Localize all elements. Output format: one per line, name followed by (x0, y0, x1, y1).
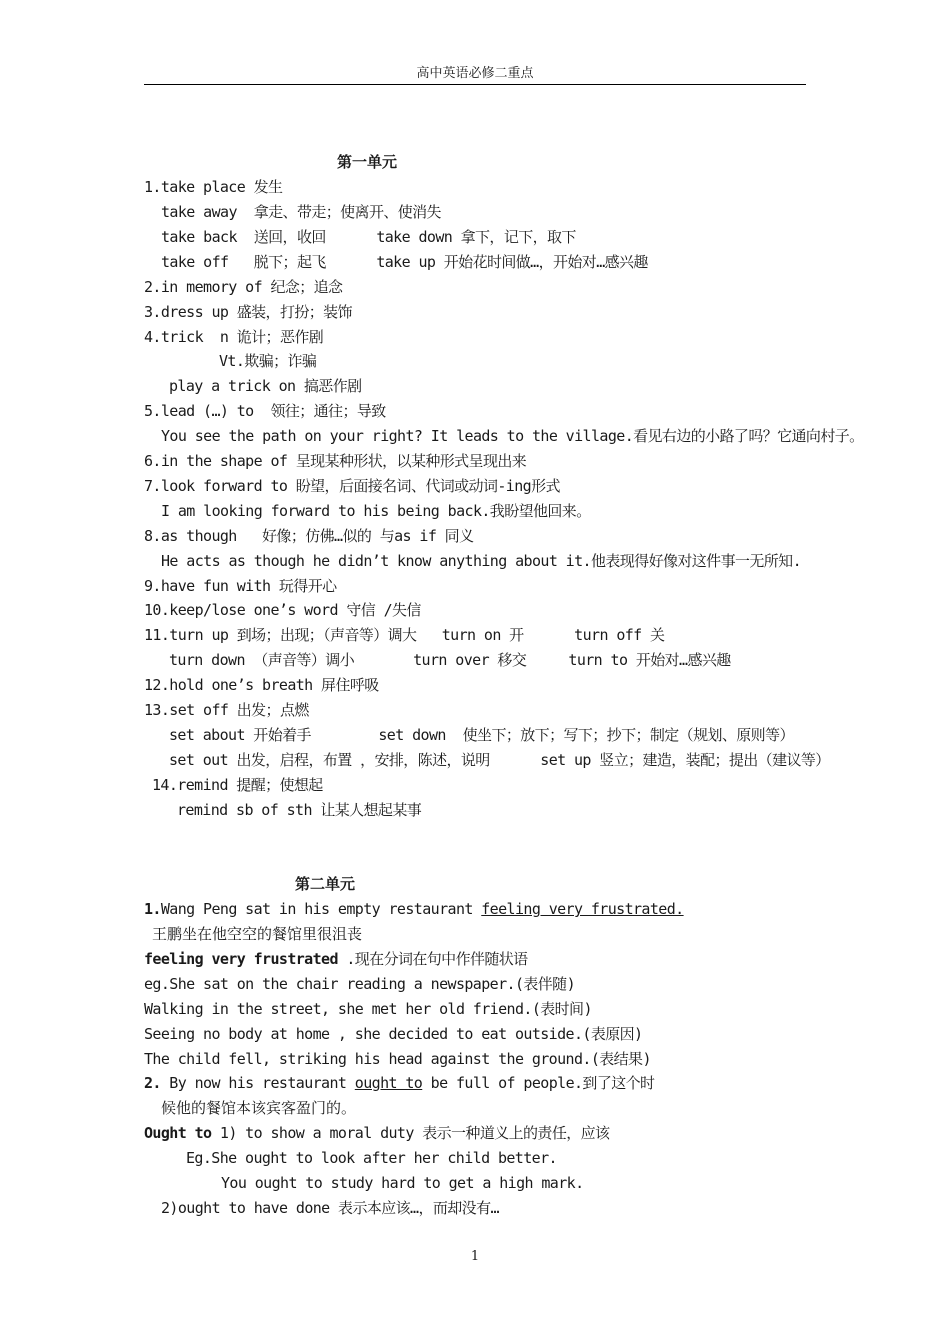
unit2-line-12: You ought to study hard to get a high mark. (221, 1174, 584, 1192)
unit2-line-7: The child fell, striking his head against the ground.(表结果) (144, 1050, 651, 1068)
unit1-line-9: play a trick on 搞恶作剧 (169, 377, 362, 395)
unit1-line-23: set about 开始着手 set down 使坐下；放下；写下；抄下；制定（规划、原则等） (169, 726, 794, 744)
unit1-line-24: set out 出发，启程，布置 ，安排，陈述，说明 set up 竖立；建造，装配；提出（建议等） (169, 751, 830, 769)
unit2-line-6: Seeing no body at home , she decided to eat outside.(表原因) (144, 1025, 643, 1043)
unit1-line-7: 4.trick n 诡计；恶作剧 (144, 328, 324, 346)
unit2-line-5: Walking in the street, she met her old friend.(表时间) (144, 1000, 592, 1018)
unit2-line-1 (144, 900, 684, 918)
unit2-line-11: Eg.She ought to look after her child better. (186, 1149, 557, 1167)
bold-phrase: Ought to (144, 1124, 212, 1142)
item-number: 2. (144, 1074, 161, 1092)
page-number: 1 (470, 1249, 480, 1264)
unit1-line-10: 5.lead (…) to 领往；通往；导致 (144, 402, 386, 420)
unit1-line-17: 9.have fun with 玩得开心 (144, 577, 337, 595)
unit1-line-13: 7.look forward to 盼望，后面接名词、代词或动词-ing形式 (144, 477, 560, 495)
unit2-line-13: 2)ought to have done 表示本应该…，而却没有… (161, 1199, 499, 1217)
unit2-title: 第二单元 (295, 875, 356, 893)
explanation-text: .现在分词在句中作伴随状语 (337, 950, 528, 968)
unit1-line-12: 6.in the shape of 呈现某种形状，以某种形式呈现出来 (144, 452, 527, 470)
unit1-line-8: Vt.欺骗；诈骗 (219, 352, 317, 370)
unit1-line-2: take away 拿走、带走；使离开、使消失 (161, 203, 441, 221)
unit2-line-4: eg.She sat on the chair reading a newspaper.(表伴随) (144, 975, 576, 993)
sentence-text: By now his restaurant (160, 1074, 355, 1092)
unit1-line-14: I am looking forward to his being back.我盼望他回来。 (161, 502, 591, 520)
unit2-line-10 (144, 1124, 609, 1142)
unit1-title: 第一单元 (337, 153, 398, 171)
unit1-line-1: 1.take place 发生 (144, 178, 283, 196)
unit1-line-20: turn down （声音等）调小 turn over 移交 turn to 开始对…感兴趣 (169, 651, 731, 669)
item-number: 1. (144, 900, 161, 918)
underlined-phrase: feeling very frustrated. (481, 900, 684, 918)
unit2-line-3 (144, 950, 528, 968)
unit1-line-26: remind sb of sth 让某人想起某事 (177, 801, 422, 819)
unit1-line-18: 10.keep/lose one’s word 守信 /失信 (144, 601, 421, 619)
explanation-text: 1) to show a moral duty 表示一种道义上的责任，应该 (211, 1124, 610, 1142)
unit1-line-3: take back 送回，收回 take down 拿下，记下，取下 (161, 228, 576, 246)
header-rule (144, 84, 806, 85)
unit1-line-19: 11.turn up 到场；出现；（声音等）调大 turn on 开 turn off 关 (144, 626, 665, 644)
unit1-line-22: 13.set off 出发；点燃 (144, 701, 309, 719)
sentence-text-tail: be full of people.到了这个时 (422, 1074, 655, 1092)
unit1-line-16: He acts as though he didn’t know anything about it.他表现得好像对这件事一无所知. (161, 552, 802, 570)
unit1-line-21: 12.hold one’s breath 屏住呼吸 (144, 676, 379, 694)
unit1-line-15: 8.as though 好像；仿佛…似的 与as if 同义 (144, 527, 474, 545)
bold-phrase: feeling very frustrated (144, 950, 338, 968)
unit1-line-25: 14.remind 提醒；使想起 (152, 776, 323, 794)
underlined-phrase: ought to (354, 1074, 423, 1092)
unit1-line-5: 2.in memory of 纪念；追念 (144, 278, 343, 296)
unit2-line-2: 王鹏坐在他空空的餐馆里很沮丧 (152, 925, 363, 943)
unit2-line-8 (144, 1074, 654, 1092)
sentence-text: Wang Peng sat in his empty restaurant (160, 900, 482, 918)
unit2-line-9: 候他的餐馆本该宾客盈门的。 (161, 1099, 357, 1117)
unit1-line-4: take off 脱下；起飞 take up 开始花时间做…，开始对…感兴趣 (161, 253, 648, 271)
unit1-line-11: You see the path on your right? It leads to the village.看见右边的小路了吗？它通向村子。 (161, 427, 864, 445)
page-header: 高中英语必修二重点 (416, 66, 534, 81)
unit1-line-6: 3.dress up 盛装，打扮；装饰 (144, 303, 352, 321)
